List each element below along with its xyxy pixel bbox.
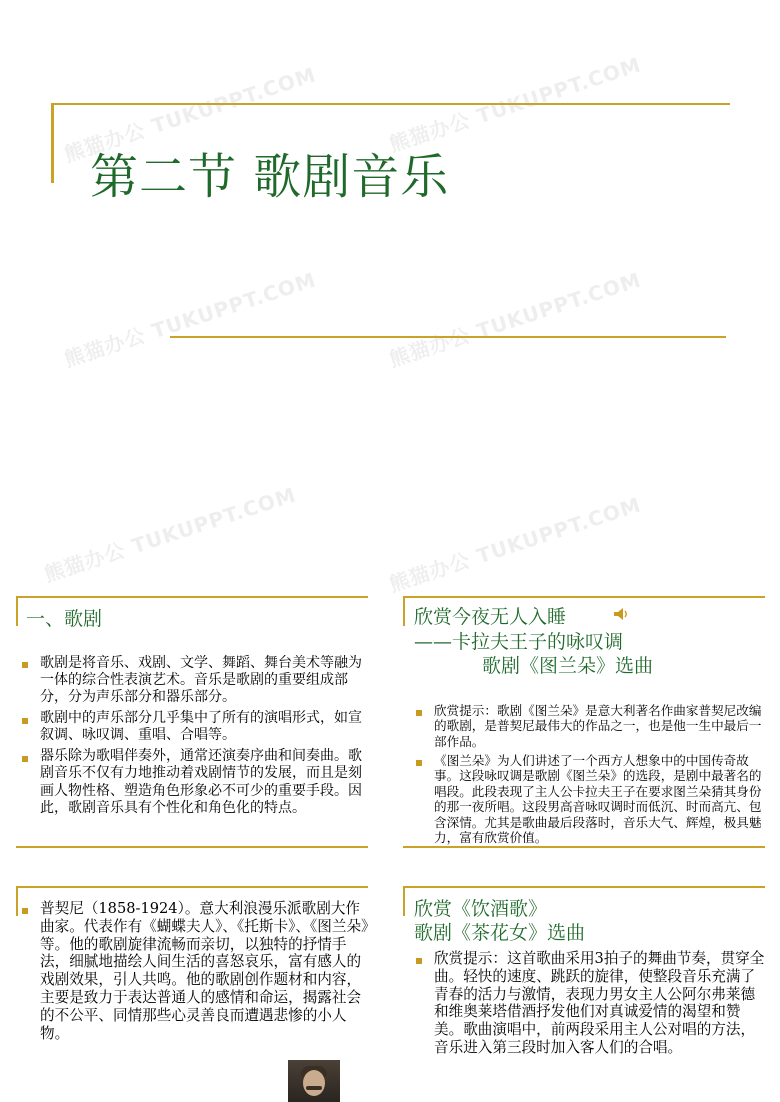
panel-title: 一、歌剧 xyxy=(26,608,103,630)
panel-side-rule xyxy=(16,596,18,626)
list-item: 器乐除为歌唱伴奏外，通常还演奏序曲和间奏曲。歌剧音乐不仅有力地推动着戏剧情节的发展，而且是刻画人物性格、塑造角色形象必不可少的重要手段。因此，歌剧音乐具有个性化和角色化的特点。 xyxy=(20,748,370,816)
list-item: 欣赏提示：这首歌曲采用3拍子的舞曲节奏，贯穿全曲。轻快的速度、跳跃的旋律，使整段音乐充满了青春的活力与激情，表现力男女主人公阿尔弗莱德和维奥莱塔借酒抒发他们对真诚爱情的渴望和赞美。歌曲演唱中，前两段采用主人公对唱的方法，音乐进入第三段时加入客人们的合唱。 xyxy=(414,950,768,1057)
panel-subtitle: 歌剧《茶花女》选曲 xyxy=(414,922,586,944)
panel-top-rule xyxy=(403,596,765,598)
panel-subtitle: ——卡拉夫王子的咏叹调 xyxy=(414,631,624,653)
panel-bottom-rule xyxy=(16,846,368,848)
panel-top-rule xyxy=(16,596,368,598)
panel-top-rule xyxy=(403,886,765,888)
subtitle-rule xyxy=(170,336,726,338)
puccini-bullet-list xyxy=(20,900,370,1046)
list-item: 歌剧中的声乐部分几乎集中了所有的演唱形式，如宣叙调、咏叹调、重唱、合唱等。 xyxy=(20,710,370,744)
panel-title: 欣赏《饮酒歌》 xyxy=(414,898,548,920)
nessun-dorma-bullet-list xyxy=(414,703,766,849)
speaker-icon[interactable] xyxy=(613,607,629,621)
panel-side-rule xyxy=(403,596,405,626)
panel-bottom-rule xyxy=(403,846,765,848)
watermark: 熊猫办公 TUKUPPT.COM xyxy=(61,267,320,372)
page-title: 第二节 歌剧音乐 xyxy=(90,149,450,205)
watermark: 熊猫办公 TUKUPPT.COM xyxy=(386,267,645,372)
title-horizontal-rule xyxy=(51,103,730,105)
watermark: 熊猫办公 TUKUPPT.COM xyxy=(386,492,645,597)
panel-side-rule xyxy=(403,886,405,916)
list-item: 《图兰朵》为人们讲述了一个西方人想象中的中国传奇故事。这段咏叹调是歌剧《图兰朵》的选段，是剧中最著名的唱段。此段表现了主人公卡拉夫王子在要求图兰朵猜其身份的那一夜所唱。这段男高音咏叹调时而低沉、时而高亢、包含深情。尤其是歌曲最后段落时，音乐大气、辉煌，极具魅力，富有欣赏价值。 xyxy=(414,753,766,845)
panel-subtitle: 歌剧《图兰朵》选曲 xyxy=(482,655,654,677)
watermark: 熊猫办公 TUKUPPT.COM xyxy=(386,52,645,157)
panel-title: 欣赏今夜无人入睡 xyxy=(414,606,567,628)
title-vertical-rule xyxy=(51,103,54,183)
opera-bullet-list xyxy=(20,655,370,821)
watermark: 熊猫办公 TUKUPPT.COM xyxy=(41,482,300,587)
portrait-photo xyxy=(288,1060,340,1102)
list-item: 歌剧是将音乐、戏剧、文学、舞蹈、舞台美术等融为一体的综合性表演艺术。音乐是歌剧的重要组成部分，分为声乐部分和器乐部分。 xyxy=(20,655,370,706)
panel-top-rule xyxy=(16,886,368,888)
panel-side-rule xyxy=(16,886,18,916)
list-item: 普契尼（1858-1924）。意大利浪漫乐派歌剧大作曲家。代表作有《蝴蝶夫人》、《托斯卡》、《图兰朵》等。他的歌剧旋律流畅而亲切，以独特的抒情手法，细腻地描绘人间生活的喜怒哀乐，富有感人的戏剧效果，引人共鸣。他的歌剧创作题材和内容，主要是致力于表达普通人的感情和命运，揭露社会的不公平、同情那些心灵善良而遭遇悲惨的小人物。 xyxy=(20,900,370,1042)
list-item: 欣赏提示：歌剧《图兰朵》是意大利著名作曲家普契尼改编的歌剧，是普契尼最伟大的作品之一，也是他一生中最后一部作品。 xyxy=(414,703,766,749)
brindisi-bullet-list xyxy=(414,950,768,1061)
watermark: 熊猫办公 TUKUPPT.COM xyxy=(61,62,320,167)
